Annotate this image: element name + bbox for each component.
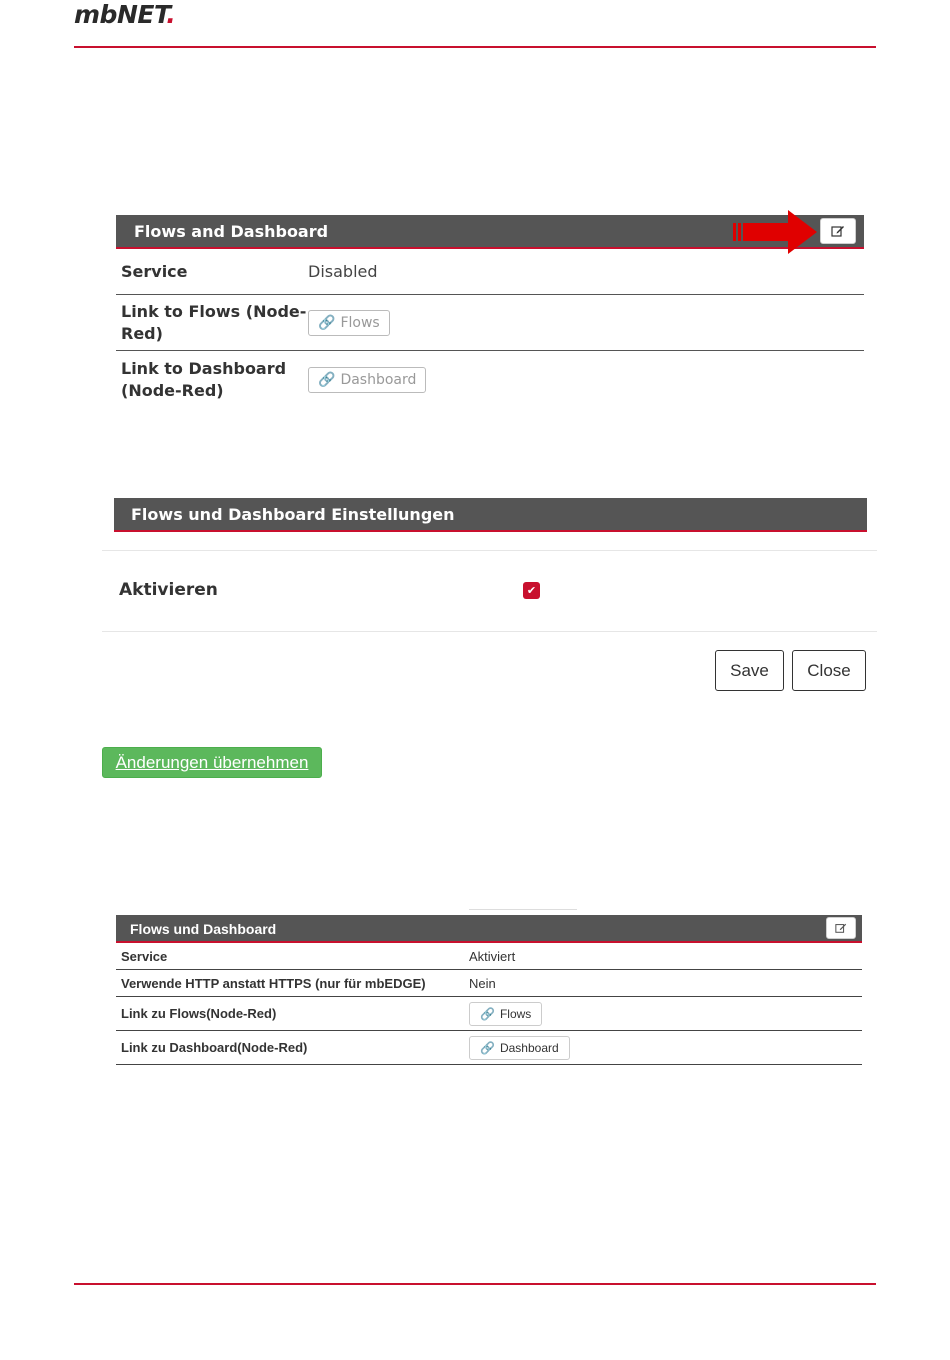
mbnet-logo: mbNET.	[74, 0, 176, 29]
service-label: Service	[121, 261, 188, 281]
panel-header	[116, 915, 862, 943]
http-row	[116, 970, 862, 997]
checkmark-icon: ✔	[526, 584, 537, 597]
flows-button[interactable]: 🔗 Flows	[469, 1002, 542, 1026]
http-value: Nein	[469, 975, 496, 991]
link-icon: 🔗	[318, 314, 336, 331]
dashboard-link-row	[116, 351, 864, 409]
close-button[interactable]: Close	[792, 650, 866, 691]
link-icon: 🔗	[480, 1006, 495, 1021]
divider	[102, 631, 877, 632]
dashboard-link-row	[116, 1031, 862, 1065]
save-button[interactable]: Save	[715, 650, 784, 691]
divider	[102, 550, 877, 551]
edit-icon	[835, 922, 847, 934]
panel-title: Flows and Dashboard	[134, 222, 329, 241]
dashboard-button[interactable]: 🔗 Dashboard	[308, 367, 426, 393]
dashboard-button[interactable]: 🔗 Dashboard	[469, 1036, 570, 1060]
edit-button[interactable]	[826, 917, 856, 939]
flows-link-row	[116, 997, 862, 1031]
dashboard-link-label: Link zu Dashboard(Node-Red)	[121, 1040, 308, 1055]
service-value: Disabled	[308, 262, 378, 281]
divider	[469, 909, 577, 910]
activate-label: Aktivieren	[119, 580, 218, 600]
flows-link-label: Link zu Flows(Node-Red)	[121, 1006, 277, 1021]
edit-button[interactable]	[820, 218, 856, 244]
flows-button[interactable]: 🔗 Flows	[308, 310, 390, 336]
header-rule	[74, 46, 876, 48]
footer-rule	[74, 1283, 876, 1285]
flows-link-row	[116, 295, 864, 351]
http-label: Verwende HTTP anstatt HTTPS (nur für mbEDGE)	[121, 975, 426, 991]
arrow-right-icon	[733, 208, 821, 256]
dialog-header	[114, 498, 867, 532]
link-icon: 🔗	[480, 1040, 495, 1055]
dashboard-link-label: Link to Dashboard (Node-Red)	[121, 359, 287, 400]
service-row	[116, 943, 862, 970]
dialog-title: Flows und Dashboard Einstellungen	[131, 505, 455, 524]
settings-dialog	[114, 498, 867, 532]
service-label: Service	[121, 948, 168, 964]
link-icon: 🔗	[318, 372, 336, 388]
service-value: Aktiviert	[469, 948, 516, 964]
flows-dashboard-result-panel	[116, 915, 862, 1065]
panel-title: Flows und Dashboard	[130, 921, 277, 937]
apply-changes-button[interactable]: Änderungen übernehmen	[102, 747, 322, 778]
edit-icon	[831, 224, 845, 238]
flows-link-label: Link to Flows (Node- Red)	[121, 301, 307, 343]
activate-checkbox[interactable]	[523, 582, 540, 599]
